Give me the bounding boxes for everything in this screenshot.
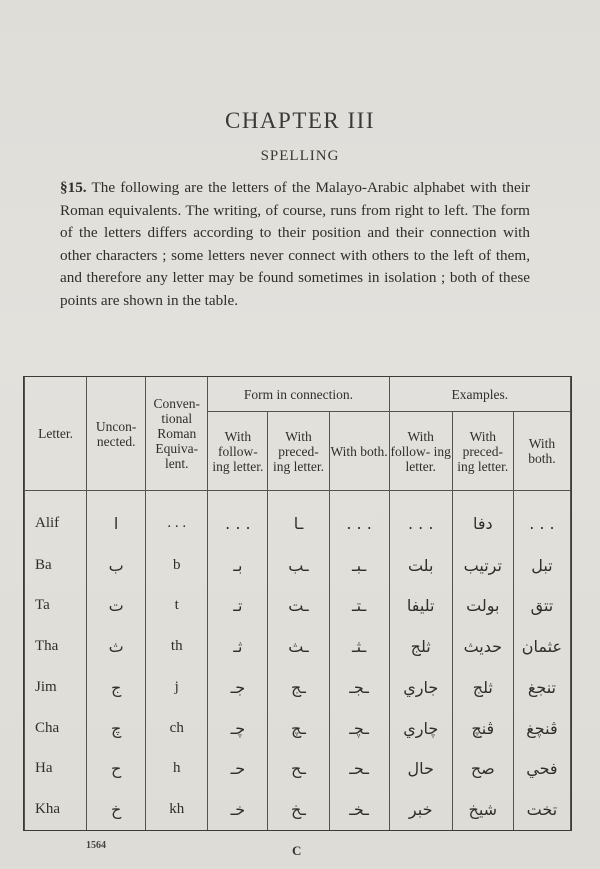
example-both: عثمان [513,626,570,667]
roman-equivalent: h [146,748,208,789]
example-preceding: ڤنچ [452,708,513,749]
letter-name: Ha [25,748,87,789]
paragraph-text: The following are the letters of the Malayo-Arabic alphabet with their Roman equivalents. The writing, of course, runs from right to left. The form of the letters differs according to their position and their connection with other characters ; some letters never connect with others to the left of them, and therefore any letter may be found sometimes in isolation ; both of these points are shown in the table. [60,179,530,309]
form-following: خـ [208,789,268,830]
unconnected-form: ث [87,626,146,667]
form-preceding: ـح [268,748,329,789]
example-following: تليفا [389,585,452,626]
table-row [25,491,571,545]
example-following: ثلج [389,626,452,667]
header-form-both: With both. [329,412,389,491]
form-both: ـحـ [329,748,389,789]
form-both: ـخـ [329,789,389,830]
letter-name: Tha [25,626,87,667]
form-both: . . . [329,491,389,545]
header-unconnected: Uncon- nected. [87,377,146,491]
roman-equivalent: . . . [146,491,208,545]
example-following: بلت [389,545,452,586]
unconnected-form: چ [87,708,146,749]
letter-name: Alif [25,491,87,545]
example-preceding: ثلج [452,667,513,708]
form-preceding: ـب [268,545,329,586]
form-following: تـ [208,585,268,626]
folio-number: 1564 [86,840,106,851]
roman-equivalent: kh [146,789,208,830]
form-both: ـجـ [329,667,389,708]
letter-name: Jim [25,667,87,708]
example-both: تبل [513,545,570,586]
table-row [25,585,571,626]
example-preceding: دفا [452,491,513,545]
unconnected-form: ب [87,545,146,586]
example-following: . . . [389,491,452,545]
form-both: ـچـ [329,708,389,749]
table-row [25,748,571,789]
form-both: ـبـ [329,545,389,586]
example-preceding: بولت [452,585,513,626]
example-preceding: حديث [452,626,513,667]
unconnected-form: ت [87,585,146,626]
form-following: . . . [208,491,268,545]
example-following: جاري [389,667,452,708]
roman-equivalent: ch [146,708,208,749]
table-row [25,626,571,667]
header-example-preceding: With preced- ing letter. [452,412,513,491]
form-preceding: ـچ [268,708,329,749]
unconnected-form: ج [87,667,146,708]
header-form-following: With follow- ing letter. [208,412,268,491]
signature-mark: C [292,843,302,858]
form-preceding: ـخ [268,789,329,830]
example-both: تخت [513,789,570,830]
example-following: خبر [389,789,452,830]
header-form-group: Form in connection. [208,377,389,412]
roman-equivalent: th [146,626,208,667]
example-both: فحي [513,748,570,789]
example-both: تتق [513,585,570,626]
form-preceding: ـا [268,491,329,545]
table-row [25,708,571,749]
letter-name: Ba [25,545,87,586]
table-row [25,545,571,586]
table-row [25,789,571,830]
header-roman: Conven- tional Roman Equiva- lent. [146,377,208,491]
intro-paragraph [60,177,530,312]
header-form-preceding: With preced- ing letter. [268,412,329,491]
unconnected-form: خ [87,789,146,830]
example-both: تنجغ [513,667,570,708]
roman-equivalent: t [146,585,208,626]
unconnected-form: ا [87,491,146,545]
header-letter: Letter. [25,377,87,491]
header-examples-group: Examples. [389,377,570,412]
example-both: ڤنچغ [513,708,570,749]
chapter-heading: CHAPTER III [224,108,376,133]
alphabet-table [23,376,572,831]
example-both: . . . [513,491,570,545]
form-following: جـ [208,667,268,708]
roman-equivalent: j [146,667,208,708]
example-preceding: شيخ [452,789,513,830]
form-following: چـ [208,708,268,749]
form-preceding: ـث [268,626,329,667]
unconnected-form: ح [87,748,146,789]
form-following: بـ [208,545,268,586]
letter-name: Kha [25,789,87,830]
example-preceding: ترتيب [452,545,513,586]
roman-equivalent: b [146,545,208,586]
section-mark: §15. [60,179,87,196]
table-row [25,667,571,708]
section-heading: SPELLING [260,148,340,164]
form-preceding: ـج [268,667,329,708]
form-preceding: ـت [268,585,329,626]
example-following: حال [389,748,452,789]
letter-name: Cha [25,708,87,749]
form-both: ـثـ [329,626,389,667]
example-following: چاري [389,708,452,749]
form-both: ـتـ [329,585,389,626]
form-following: حـ [208,748,268,789]
letter-name: Ta [25,585,87,626]
header-example-both: With both. [513,412,570,491]
header-example-following: With follow- ing letter. [389,412,452,491]
form-following: ثـ [208,626,268,667]
example-preceding: صح [452,748,513,789]
